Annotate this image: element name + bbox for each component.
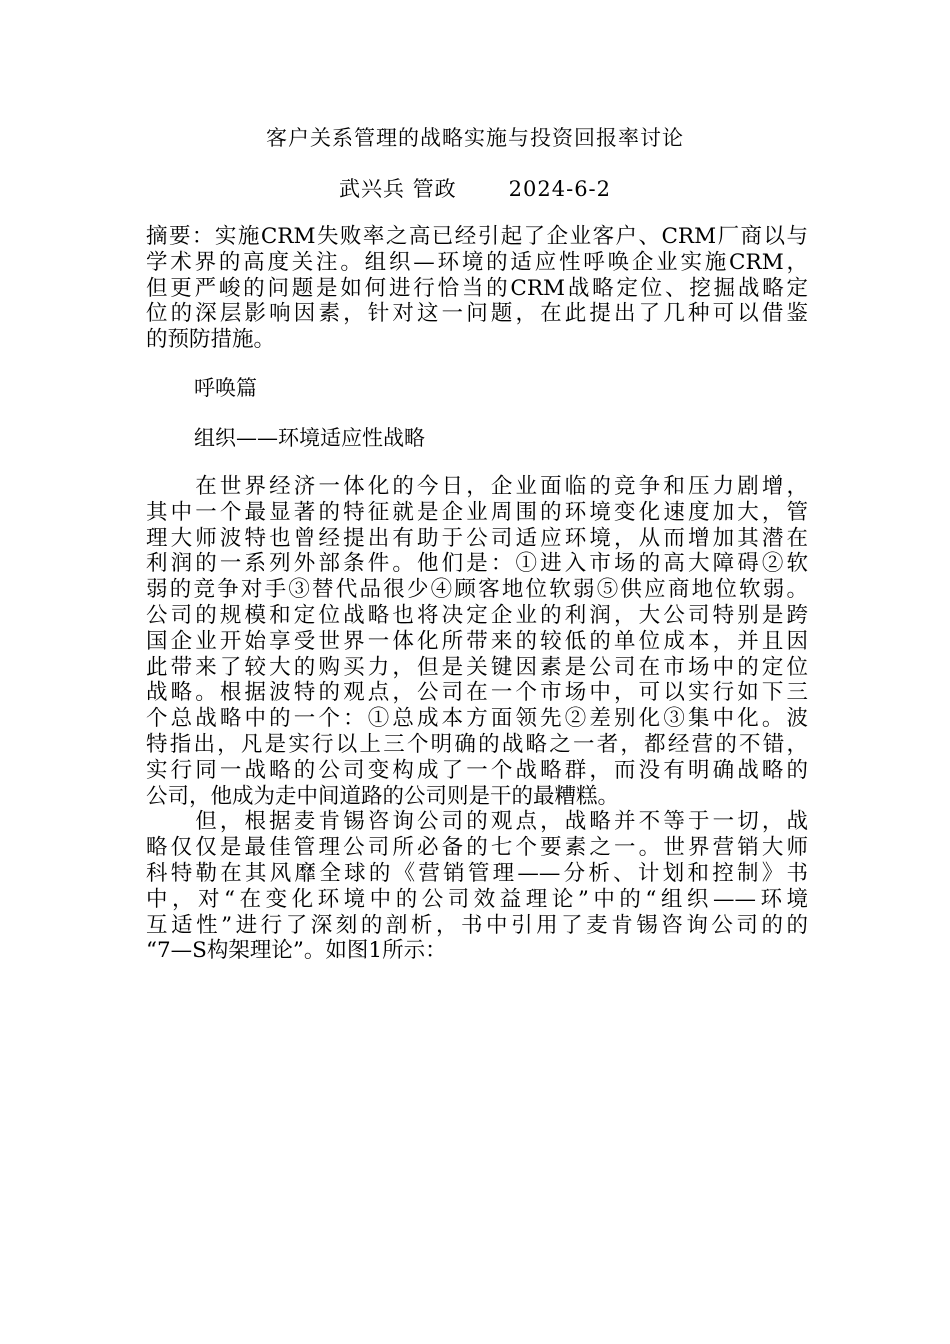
- paragraph-line: 特指出，凡是实行以上三个明确的战略之一者，都经营的不错，: [146, 731, 808, 757]
- abstract-line: 但更严峻的问题是如何进行恰当的CRM战略定位、挖掘战略定: [146, 275, 808, 301]
- abstract: [146, 224, 808, 353]
- paragraph-line: 个总战略中的一个：①总成本方面领先②差别化③集中化。波: [146, 706, 808, 732]
- paragraph-line: 其中一个最显著的特征就是企业周围的环境变化速度加大，管: [146, 499, 808, 525]
- abstract-line: 摘要：实施CRM失败率之高已经引起了企业客户、CRM厂商以与: [146, 224, 808, 249]
- paragraph-line: 战略。根据波特的观点，公司在一个市场中，可以实行如下三: [146, 680, 808, 706]
- paragraph-line: 公司，他成为走中间道路的公司则是干的最糟糕。: [146, 783, 620, 809]
- abstract-line: 学术界的高度关注。组织—环境的适应性呼唤企业实施CRM，: [146, 249, 808, 275]
- paragraph-line: 在世界经济一体化的今日，企业面临的竞争和压力剧增，: [146, 474, 808, 499]
- paragraph-line: 理大师波特也曾经提出有助于公司适应环境，从而增加其潜在: [146, 525, 808, 551]
- authors: 武兴兵 管政: [338, 177, 457, 201]
- abstract-line: 的预防措施。: [146, 327, 276, 353]
- paragraph-line: 科特勒在其风靡全球的《营销管理——分析、计划和控制》书: [146, 860, 808, 886]
- paragraph-line: 此带来了较大的购买力，但是关键因素是公司在市场中的定位: [146, 654, 808, 680]
- paragraph-line: 但，根据麦肯锡咨询公司的观点，战略并不等于一切，战: [146, 809, 808, 835]
- paragraph-1: [146, 474, 808, 964]
- paragraph-line: 互适性”进行了深刻的剖析，书中引用了麦肯锡咨询公司的的: [146, 912, 808, 938]
- subsection-heading: 组织——环境适应性战略: [194, 426, 425, 450]
- paragraph-line: 国企业开始享受世界一体化所带来的较低的单位成本，并且因: [146, 628, 808, 654]
- abstract-line: 位的深层影响因素，针对这一问题，在此提出了几种可以借鉴: [146, 301, 808, 327]
- author-line: [0, 175, 950, 203]
- paragraph-line: 中，对“在变化环境中的公司效益理论”中的“组织——环境: [146, 886, 808, 912]
- paragraph-line: 略仅仅是最佳管理公司所必备的七个要素之一。世界营销大师: [146, 835, 808, 861]
- publication-date: 2024-6-2: [508, 177, 612, 201]
- paragraph-line: 弱的竞争对手③替代品很少④顾客地位软弱⑤供应商地位软弱。: [146, 577, 808, 603]
- paragraph-line: “7—S构架理论”。如图1所示：: [146, 938, 447, 964]
- paragraph-line: 实行同一战略的公司变构成了一个战略群，而没有明确战略的: [146, 757, 808, 783]
- document-title: 客户关系管理的战略实施与投资回报率讨论: [266, 126, 684, 150]
- section-heading: 呼唤篇: [194, 376, 257, 400]
- paragraph-line: 公司的规模和定位战略也将决定企业的利润，大公司特别是跨: [146, 602, 808, 628]
- paragraph-line: 利润的一系列外部条件。他们是：①进入市场的高大障碍②软: [146, 551, 808, 577]
